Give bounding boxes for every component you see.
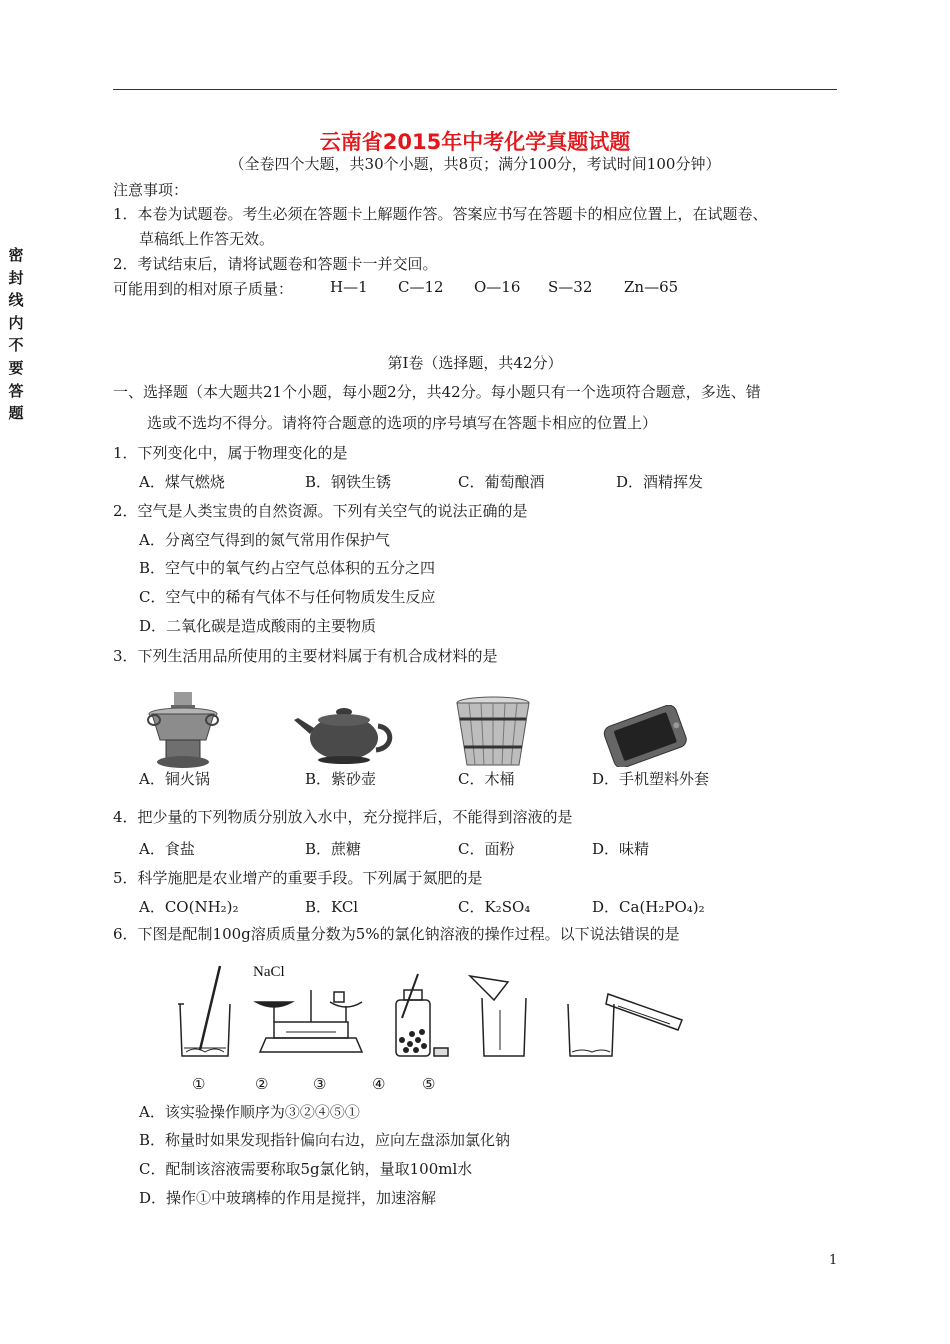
q6-option-c: C．配制该溶液需要称取5g氯化钠，量取100ml水 (139, 1160, 473, 1178)
phone-case-image (597, 705, 692, 767)
solution-preparation-figure (170, 960, 700, 1065)
nacl-label: NaCl (253, 964, 285, 980)
clay-teapot-image (290, 698, 395, 766)
question-3-stem: 3．下列生活用品所使用的主要材料属于有机合成材料的是 (113, 647, 498, 665)
atomic-mass-h: H—1 (330, 278, 368, 296)
question-2-stem: 2．空气是人类宝贵的自然资源。下列有关空气的说法正确的是 (113, 502, 528, 520)
q5-option-d: D．Ca(H₂PO₄)₂ (592, 898, 705, 916)
question-1-stem: 1．下列变化中，属于物理变化的是 (113, 444, 348, 462)
page-title: 云南省2015年中考化学真题试题 (319, 130, 631, 154)
note-item-2: 2．考试结束后，请将试题卷和答题卡一并交回。 (113, 255, 438, 273)
balance-scale-icon (253, 964, 362, 1052)
part1-instructions: 一、选择题（本大题共21个小题，每小题2分，共42分。每小题只有一个选项符合题意，多选、错 (113, 383, 761, 401)
q1-option-d: D．酒精挥发 (616, 473, 704, 491)
q5-option-a: A．CO(NH₂)₂ (139, 898, 239, 916)
exam-info: （全卷四个大题，共30个小题，共8页；满分100分，考试时间100分钟） (229, 155, 721, 173)
wooden-bucket-image (453, 695, 533, 770)
q3-option-a: A．铜火锅 (139, 770, 210, 788)
atomic-mass-o: O—16 (474, 278, 521, 296)
note-item-1: 1．本卷为试题卷。考生必须在答题卡上解题作答。答案应书写在答题卡的相应位置上，在试题卷、 (113, 205, 768, 223)
q1-option-c: C．葡萄酿酒 (458, 473, 545, 491)
q4-option-c: C．面粉 (458, 840, 515, 858)
q3-option-c: C．木桶 (458, 770, 515, 788)
q3-option-b: B．紫砂壶 (305, 770, 377, 788)
step-number-3: ③ (313, 1075, 327, 1093)
section-title: 第Ⅰ卷（选择题，共42分） (387, 354, 563, 372)
q2-option-d: D．二氧化碳是造成酸雨的主要物质 (139, 617, 377, 635)
header-rule (113, 89, 837, 90)
q2-option-b: B．空气中的氧气约占空气总体积的五分之四 (139, 559, 436, 577)
q3-option-d: D．手机塑料外套 (592, 770, 710, 788)
q4-option-d: D．味精 (592, 840, 650, 858)
q6-option-d: D．操作①中玻璃棒的作用是搅拌，加速溶解 (139, 1189, 437, 1207)
q5-option-b: B．KCl (305, 898, 359, 916)
measuring-cylinder-pour-icon (568, 994, 682, 1056)
page-number: 1 (829, 1253, 838, 1268)
q6-option-a: A．该实验操作顺序为③②④⑤① (139, 1103, 360, 1121)
q1-option-a: A．煤气燃烧 (139, 473, 225, 491)
atomic-mass-s: S—32 (548, 278, 593, 296)
beaker-stirring-icon (178, 966, 230, 1056)
atomic-mass-c: C—12 (398, 278, 444, 296)
part1-instructions-cont: 选或不选均不得分。请将符合题意的选项的序号填写在答题卡相应的位置上） (147, 414, 658, 432)
q4-option-b: B．蔗糖 (305, 840, 362, 858)
copper-hotpot-image (142, 690, 227, 770)
question-4-stem: 4．把少量的下列物质分别放入水中，充分搅拌后，不能得到溶液的是 (113, 808, 573, 826)
notes-heading: 注意事项： (113, 181, 189, 199)
pour-into-beaker-icon (470, 976, 526, 1056)
step-number-1: ① (192, 1075, 206, 1093)
question-5-stem: 5．科学施肥是农业增产的重要手段。下列属于氮肥的是 (113, 869, 483, 887)
step-number-5: ⑤ (422, 1075, 436, 1093)
q6-option-b: B．称量时如果发现指针偏向右边，应向左盘添加氯化钠 (139, 1131, 511, 1149)
step-number-4: ④ (372, 1075, 386, 1093)
q2-option-c: C．空气中的稀有气体不与任何物质发生反应 (139, 588, 436, 606)
step-number-2: ② (255, 1075, 269, 1093)
reagent-bottle-icon (396, 974, 448, 1056)
atomic-mass-zn: Zn—65 (624, 278, 679, 296)
q4-option-a: A．食盐 (139, 840, 195, 858)
binding-margin-note: 密 封 线 内 不 要 答 题 (8, 246, 24, 423)
question-6-stem: 6．下图是配制100g溶质质量分数为5%的氯化钠溶液的操作过程。以下说法错误的是 (113, 925, 680, 943)
q1-option-b: B．钢铁生锈 (305, 473, 392, 491)
q5-option-c: C．K₂SO₄ (458, 898, 531, 916)
q2-option-a: A．分离空气得到的氮气常用作保护气 (139, 531, 390, 549)
atomic-masses-label: 可能用到的相对原子质量： (113, 280, 294, 298)
note-item-1-cont: 草稿纸上作答无效。 (139, 230, 275, 248)
